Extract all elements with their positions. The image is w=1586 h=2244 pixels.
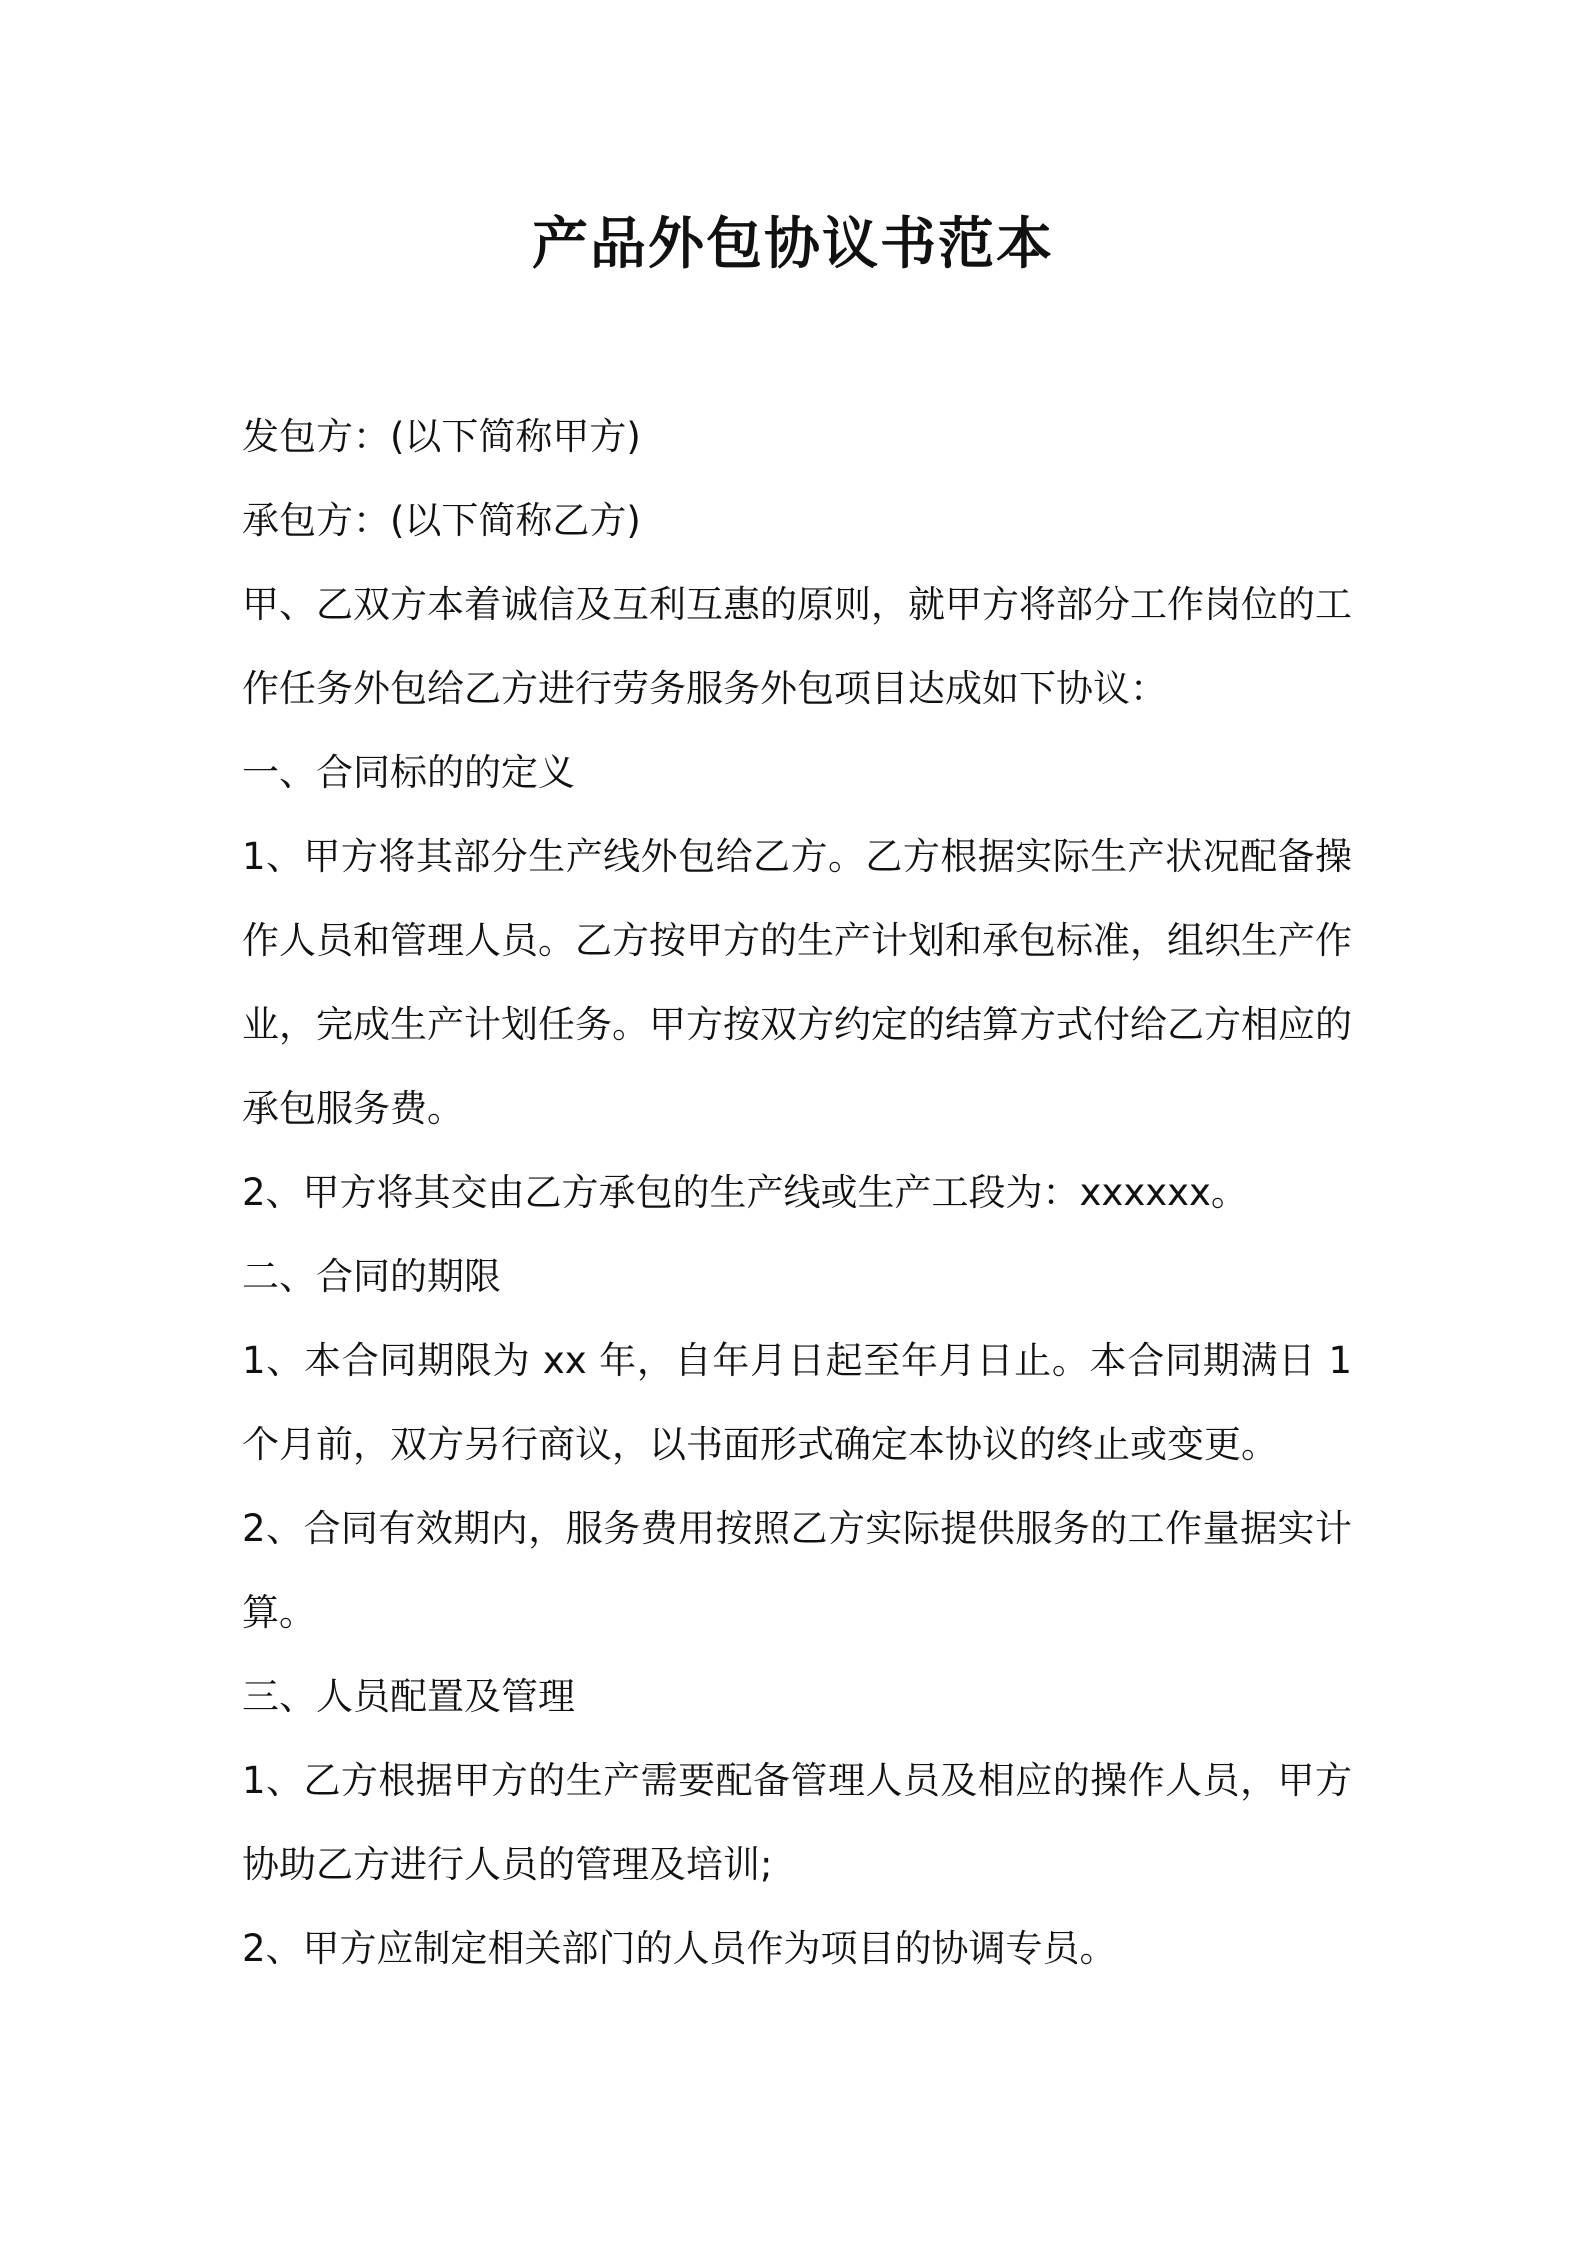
section-heading-1: 一、合同标的的定义 (242, 751, 575, 794)
section-heading-2: 二、合同的期限 (242, 1255, 501, 1298)
document-title: 产品外包协议书范本 (532, 212, 1054, 277)
clause-1-1: 1、甲方将其部分生产线外包给乙方。乙方根据实际生产状况配备操作人员和管理人员。乙方按甲方的生产计划和承包标准，组织生产作业，完成生产计划任务。甲方按双方约定的结算方式付给乙方相应的承包服务费。 (242, 835, 1352, 1130)
document-body (242, 395, 1352, 1991)
clause-2-2: 2、合同有效期内，服务费用按照乙方实际提供服务的工作量据实计算。 (242, 1507, 1352, 1634)
clause-1-2: 2、甲方将其交由乙方承包的生产线或生产工段为：xxxxxx。 (242, 1171, 1248, 1214)
clause-3-1: 1、乙方根据甲方的生产需要配备管理人员及相应的操作人员，甲方协助乙方进行人员的管理及培训; (242, 1759, 1352, 1886)
section-heading-3: 三、人员配置及管理 (242, 1675, 575, 1718)
party-a-line: 发包方：(以下简称甲方) (242, 415, 641, 458)
preamble-paragraph: 甲、乙双方本着诚信及互利互惠的原则，就甲方将部分工作岗位的工作任务外包给乙方进行劳务服务外包项目达成如下协议： (242, 583, 1352, 710)
party-b-line: 承包方：(以下简称乙方) (242, 499, 641, 542)
clause-3-2: 2、甲方应制定相关部门的人员作为项目的协调专员。 (242, 1927, 1117, 1970)
clause-2-1: 1、本合同期限为 xx 年，自年月日起至年月日止。本合同期满日 1 个月前，双方另行商议，以书面形式确定本协议的终止或变更。 (242, 1339, 1352, 1466)
